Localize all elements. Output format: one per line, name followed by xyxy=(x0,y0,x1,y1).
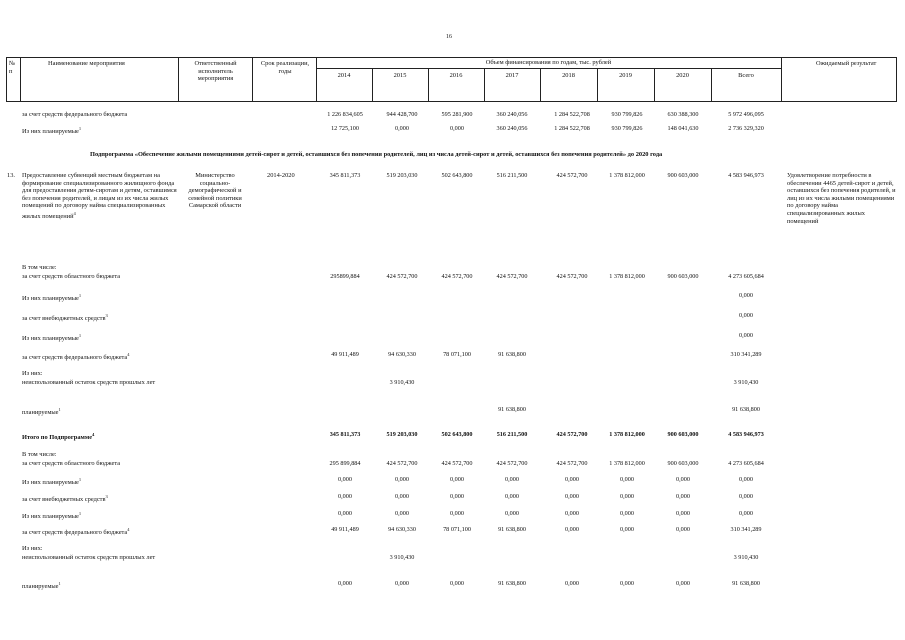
cell-value: 0,000 xyxy=(620,580,634,587)
row-label-text: Из них планируемые xyxy=(22,295,79,303)
cell-value: 5 972 496,095 xyxy=(728,111,764,118)
cell-value: 78 071,100 xyxy=(443,526,471,533)
cell-value: 900 603,000 xyxy=(667,460,699,467)
cell-value: 0,000 xyxy=(395,125,409,132)
row-label xyxy=(22,332,81,343)
cell-value: 930 799,826 xyxy=(611,125,643,132)
cell-value: 0,000 xyxy=(676,580,690,587)
row-label-text: Из них: xyxy=(22,545,43,552)
cell-value: 516 211,500 xyxy=(496,172,528,179)
row-label-text: Из них планируемые xyxy=(22,479,79,487)
cell-value: 930 799,826 xyxy=(611,111,643,118)
footnote-mark: 4 xyxy=(73,210,76,216)
row-label-text: Из них планируемые xyxy=(22,513,79,521)
row-label xyxy=(22,111,127,119)
cell-value: 49 911,489 xyxy=(331,526,359,533)
row-label xyxy=(22,273,120,281)
row-label-text: Из них: xyxy=(22,370,43,377)
cell-value: 900 603,000 xyxy=(667,431,699,438)
cell-value: 295899,884 xyxy=(330,273,360,280)
footnote-mark: 1 xyxy=(58,581,61,586)
cell-value: 3 910,430 xyxy=(733,379,759,386)
footnote-mark: 4 xyxy=(92,432,95,437)
cell-value: 91 638,800 xyxy=(732,580,760,587)
item-number: 13. xyxy=(7,172,15,179)
row-label-text: планируемые xyxy=(22,583,59,591)
cell-value: 516 211,500 xyxy=(496,431,528,438)
cell-value: 49 911,489 xyxy=(331,351,359,358)
cell-value: 502 643,800 xyxy=(441,431,473,438)
cell-value: 0,000 xyxy=(620,526,634,533)
cell-value: 0,000 xyxy=(739,510,753,517)
subprogram-title: Подпрограмма «Обеспечение жилыми помещениями детей-сирот и детей, оставшихся без попечения родителей, лиц из числа детей-сирот и детей, оставшихся без попечения родителей» до 2020 года xyxy=(90,151,663,158)
footnote-mark: 3 xyxy=(105,313,108,318)
cell-value: 502 643,800 xyxy=(441,172,473,179)
cell-value: 424 572,700 xyxy=(441,460,473,467)
cell-value: 424 572,700 xyxy=(386,273,418,280)
cell-value: 0,000 xyxy=(565,493,579,500)
row-label-text: за счет средств областного бюджета xyxy=(22,273,121,280)
cell-value: 424 572,700 xyxy=(556,431,588,438)
cell-value: 0,000 xyxy=(505,476,519,483)
cell-value: 1 378 812,000 xyxy=(609,431,645,438)
cell-value: 0,000 xyxy=(739,332,753,339)
header-col-exec: Ответственный исполнитель мероприятия xyxy=(194,60,237,83)
cell-value: 424 572,700 xyxy=(496,460,528,467)
cell-value: 295 899,884 xyxy=(329,460,361,467)
row-label-text: В том числе: xyxy=(22,451,57,458)
row-label xyxy=(22,312,108,323)
footnote-mark: 1 xyxy=(78,333,82,338)
cell-value: 91 638,800 xyxy=(498,406,526,413)
cell-value: 0,000 xyxy=(338,580,352,587)
cell-value: 0,000 xyxy=(565,510,579,517)
cell-value: 360 240,056 xyxy=(496,125,528,132)
cell-value: 3 910,430 xyxy=(389,554,415,561)
item-term: 2014-2020 xyxy=(267,172,295,179)
cell-value: 91 638,800 xyxy=(498,580,526,587)
row-label-text: Из них планируемые xyxy=(22,335,79,343)
header-total: Всего xyxy=(738,72,754,79)
row-label xyxy=(22,292,81,303)
header-col-n-2: п xyxy=(9,68,13,75)
cell-value: 94 630,330 xyxy=(388,526,416,533)
header-year-2020: 2020 xyxy=(676,72,689,79)
cell-value: 0,000 xyxy=(676,493,690,500)
cell-value: 1 378 812,000 xyxy=(609,172,645,179)
cell-value: 595 281,900 xyxy=(441,111,473,118)
item-name-text: Предоставление субвенций местным бюджетам на формирование специализированного жилищного фонда для предоставления детям-сиротам и детям, оставшимся без попечения родителей, и лицам из их числа жилых помещений по договору найма специализированных жилых помещений xyxy=(22,172,177,221)
cell-value: 3 910,430 xyxy=(733,554,759,561)
cell-value: 0,000 xyxy=(395,476,409,483)
cell-value: 519 203,030 xyxy=(386,172,418,179)
row-label-text: Из них планируемые xyxy=(22,128,79,136)
row-label xyxy=(22,460,120,468)
cell-value: 148 041,630 xyxy=(667,125,699,132)
cell-value: 0,000 xyxy=(450,476,464,483)
row-label xyxy=(22,379,172,387)
cell-value: 4 583 946,973 xyxy=(728,172,764,179)
cell-value: 4 583 946,973 xyxy=(728,431,764,438)
cell-value: 310 341,289 xyxy=(730,526,762,533)
cell-value: 0,000 xyxy=(620,510,634,517)
cell-value: 0,000 xyxy=(739,493,753,500)
cell-value: 345 811,373 xyxy=(329,172,361,179)
cell-value: 1 378 812,000 xyxy=(609,460,645,467)
cell-value: 630 388,300 xyxy=(667,111,699,118)
cell-value: 0,000 xyxy=(565,580,579,587)
footnote-mark: 1 xyxy=(78,511,82,516)
cell-value: 94 630,330 xyxy=(388,351,416,358)
cell-value: 0,000 xyxy=(739,312,753,319)
cell-value: 91 638,800 xyxy=(732,406,760,413)
cell-value: 424 572,700 xyxy=(496,273,528,280)
row-label xyxy=(22,264,57,272)
cell-value: 1 284 522,708 xyxy=(554,111,590,118)
footnote-mark: 1 xyxy=(78,477,82,482)
row-label-text: Итого по Подпрограмме xyxy=(22,434,93,442)
cell-value: 0,000 xyxy=(676,476,690,483)
cell-value: 0,000 xyxy=(450,510,464,517)
cell-value: 1 284 522,708 xyxy=(554,125,590,132)
header-year-2019: 2019 xyxy=(619,72,632,79)
footnote-mark: 4 xyxy=(127,527,130,532)
cell-value: 310 341,289 xyxy=(730,351,762,358)
row-label-text: В том числе: xyxy=(22,264,57,271)
row-label xyxy=(22,451,57,459)
cell-value: 0,000 xyxy=(338,510,352,517)
row-label xyxy=(22,370,43,378)
cell-value: 424 572,700 xyxy=(556,172,588,179)
cell-value: 78 071,100 xyxy=(443,351,471,358)
cell-value: 0,000 xyxy=(739,476,753,483)
row-label xyxy=(22,476,81,487)
cell-value: 0,000 xyxy=(395,493,409,500)
cell-value: 0,000 xyxy=(739,292,753,299)
cell-value: 0,000 xyxy=(395,510,409,517)
row-label xyxy=(22,493,108,504)
footnote-mark: 1 xyxy=(58,407,61,412)
header-col-funding: Объем финансирования по годам, тыс. рублей xyxy=(485,59,612,66)
cell-value: 360 240,056 xyxy=(496,111,528,118)
row-label-text: планируемые xyxy=(22,409,59,417)
cell-value: 900 603,000 xyxy=(667,273,699,280)
row-label-text: за счет внебюджетных средств xyxy=(22,496,106,504)
row-label xyxy=(22,406,61,417)
header-col-result: Ожидаемый результат xyxy=(816,60,877,67)
row-label xyxy=(22,554,172,562)
cell-value: 0,000 xyxy=(676,510,690,517)
cell-value: 1 378 812,000 xyxy=(609,273,645,280)
cell-value: 3 910,430 xyxy=(389,379,415,386)
row-label-text: за счет средств областного бюджета xyxy=(22,460,121,467)
cell-value: 0,000 xyxy=(565,526,579,533)
cell-value: 0,000 xyxy=(450,580,464,587)
cell-value: 944 428,700 xyxy=(386,111,418,118)
cell-value: 4 273 605,684 xyxy=(728,460,764,467)
cell-value: 0,000 xyxy=(676,526,690,533)
row-label xyxy=(22,580,61,591)
row-label-text: за счет средств федерального бюджета xyxy=(22,354,128,362)
header-year-2016: 2016 xyxy=(449,72,463,79)
footnote-mark: 4 xyxy=(127,352,130,357)
cell-value: 4 273 605,684 xyxy=(728,273,764,280)
row-label-text: за счет внебюджетных средств xyxy=(22,315,106,323)
row-label xyxy=(22,510,81,521)
cell-value: 12 725,100 xyxy=(331,125,359,132)
row-label xyxy=(22,526,130,537)
header-year-2014: 2014 xyxy=(337,72,351,79)
cell-value: 424 572,700 xyxy=(556,460,588,467)
row-label xyxy=(22,351,130,362)
item-name xyxy=(22,172,178,221)
row-label-text: неиспользованный остаток средств прошлых лет xyxy=(22,379,156,386)
cell-value: 0,000 xyxy=(338,476,352,483)
footnote-mark: 1 xyxy=(78,126,82,131)
header-year-2018: 2018 xyxy=(562,72,575,79)
item-result: Удовлетворение потребности в обеспечении 4465 детей-сирот и детей, оставшихся без попечения родителей, и лиц из их числа жилыми помещениями по договору найма специализированных жилых помещений xyxy=(787,172,896,225)
cell-value: 0,000 xyxy=(505,510,519,517)
row-label xyxy=(22,125,81,136)
cell-value: 0,000 xyxy=(620,493,634,500)
header-col-term: Срок реализации, годы xyxy=(260,60,310,75)
cell-value: 0,000 xyxy=(450,493,464,500)
cell-value: 0,000 xyxy=(395,580,409,587)
cell-value: 0,000 xyxy=(450,125,464,132)
footnote-mark: 1 xyxy=(78,293,82,298)
cell-value: 424 572,700 xyxy=(556,273,588,280)
cell-value: 424 572,700 xyxy=(441,273,473,280)
cell-value: 91 638,800 xyxy=(498,351,526,358)
cell-value: 345 811,373 xyxy=(329,431,361,438)
header-col-name: Наименование мероприятия xyxy=(48,60,125,67)
header-col-n-1: № xyxy=(9,60,16,67)
cell-value: 1 226 834,605 xyxy=(327,111,363,118)
row-label xyxy=(22,545,43,553)
cell-value: 0,000 xyxy=(338,493,352,500)
header-year-2017: 2017 xyxy=(505,72,519,79)
row-label-text: за счет средств федерального бюджета xyxy=(22,529,128,537)
cell-value: 424 572,700 xyxy=(386,460,418,467)
cell-value: 0,000 xyxy=(620,476,634,483)
item-executor: Министерство социально-демографической и семейной политики Самарской области xyxy=(188,172,242,210)
footnote-mark: 3 xyxy=(105,494,108,499)
cell-value: 0,000 xyxy=(505,493,519,500)
cell-value: 2 736 329,320 xyxy=(728,125,764,132)
cell-value: 519 203,030 xyxy=(386,431,418,438)
row-label xyxy=(22,431,94,442)
row-label-text: за счет средств федерального бюджета xyxy=(22,111,128,118)
cell-value: 900 603,000 xyxy=(667,172,699,179)
cell-value: 91 638,800 xyxy=(498,526,526,533)
page-number: 16 xyxy=(446,34,452,40)
row-label-text: неиспользованный остаток средств прошлых лет xyxy=(22,554,156,561)
header-year-2015: 2015 xyxy=(393,72,407,79)
cell-value: 0,000 xyxy=(565,476,579,483)
